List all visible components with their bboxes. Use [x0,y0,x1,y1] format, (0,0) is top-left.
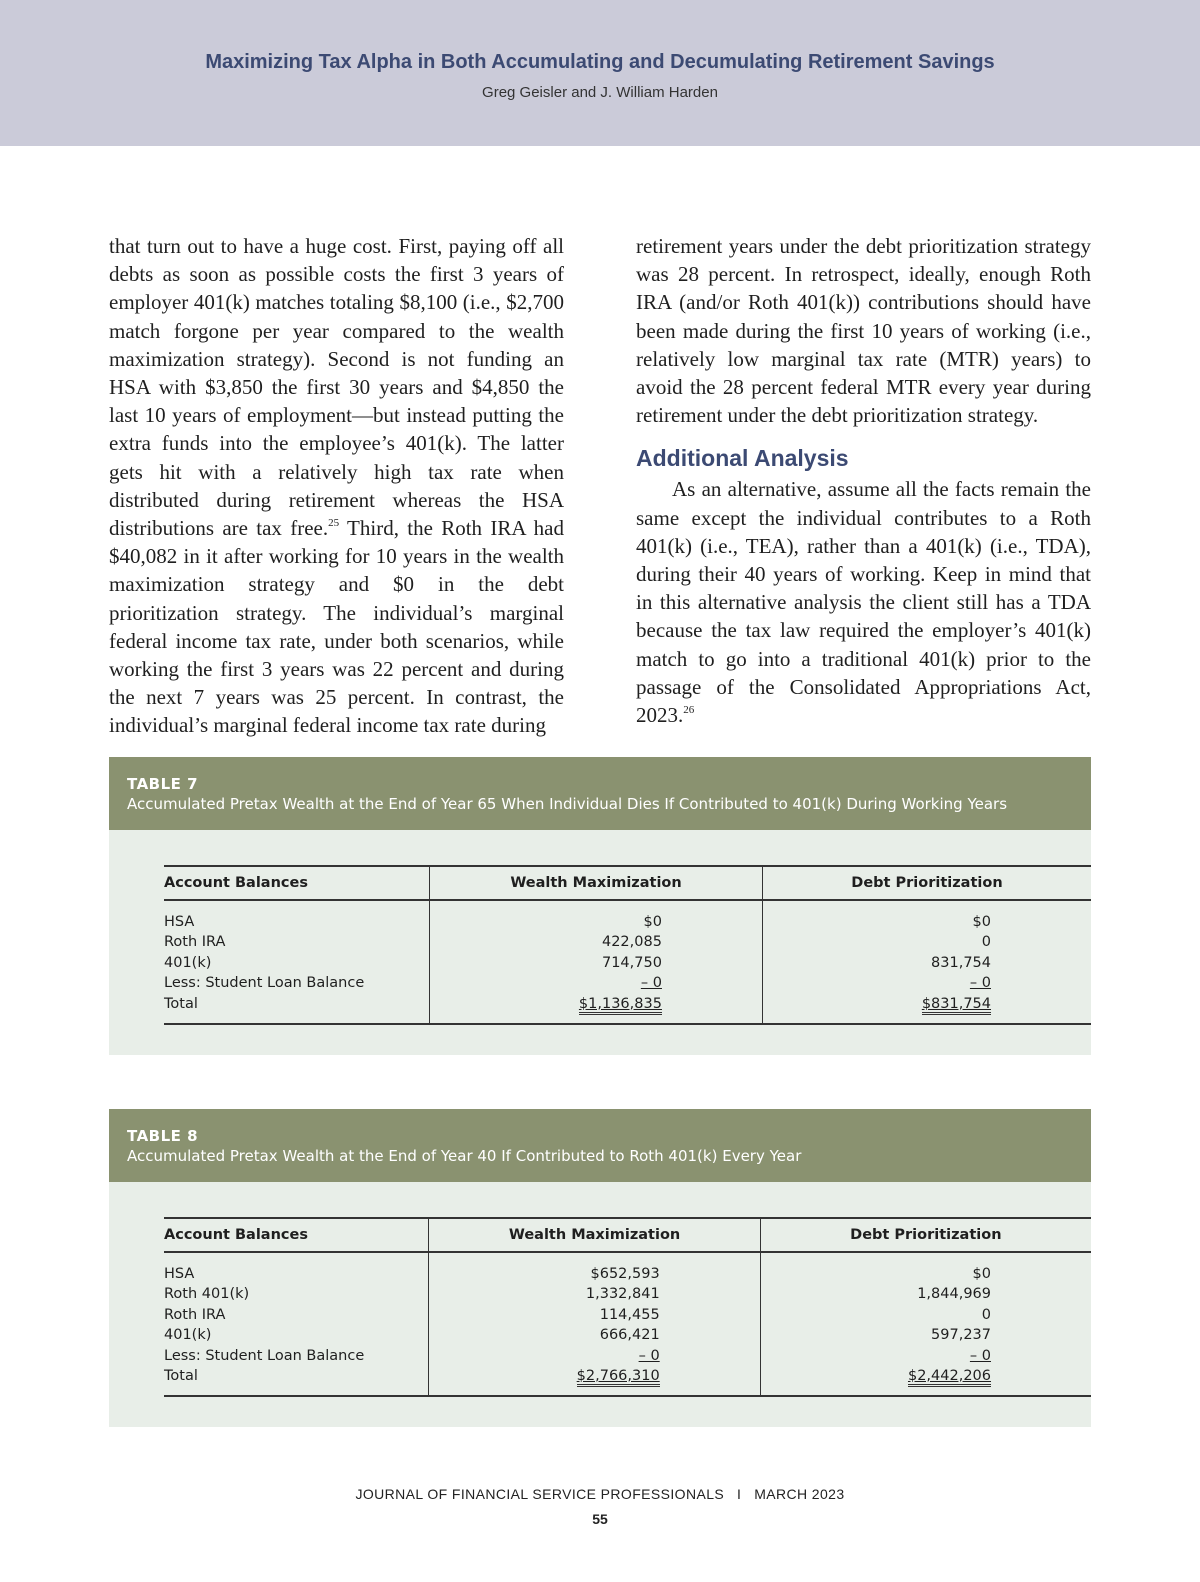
footer-separator: I [737,1486,742,1502]
right-column [636,232,1091,729]
right-paragraph: retirement years under the debt prioritization strategy was 28 percent. In retrospect, ideally, enough Roth IRA (and/or Roth 401(k)) contributions should have been made during the first 10 years of working (i.e., relatively low marginal tax rate (MTR) years) to avoid the 28 percent federal MTR every year during retirement under the debt prioritization strategy. [636,234,1091,428]
table-8-label: TABLE 8 [127,1127,199,1145]
footnote-ref-25[interactable]: 25 [328,517,340,530]
total-cell: $1,136,835 [430,994,662,1015]
row-label: Total [164,995,198,1012]
left-paragraph [109,232,564,740]
row-label: 401(k) [164,954,212,971]
value-cell: 666,421 [599,1327,660,1344]
table-7-caption: Accumulated Pretax Wealth at the End of Year 65 When Individual Dies If Contributed to 401(k) During Working Years [127,795,1008,813]
total-cell: $831,754 [763,994,991,1015]
column-header-debt-prioritization: Debt Prioritization [762,866,1091,900]
row-label: Roth 401(k) [164,1286,250,1303]
value-cell: – 0 [969,975,991,992]
row-label: Roth IRA [164,1306,226,1323]
value-cell: 831,754 [931,954,991,971]
value-cell: $0 [972,1266,991,1282]
debt-values [760,1252,1091,1396]
value-cell: 1,844,969 [917,1286,991,1303]
value-cell: – 0 [969,1347,991,1364]
page-number: 55 [592,1511,608,1527]
row-label: Less: Student Loan Balance [164,1347,365,1364]
column-header-wealth-maximization: Wealth Maximization [429,1218,760,1252]
row-label: 401(k) [164,1327,212,1344]
value-cell: – 0 [638,1347,660,1364]
section-paragraph-text: As an alternative, assume all the facts remain the same except the individual contributes to a Roth 401(k) (i.e., TEA), rather than a 401(k) (i.e., TDA), during their 40 years of working. Keep in mind that in this alternative analysis the client still has a TDA because the tax law required the employer’s 401(k) match to go into a traditional 401(k) prior to the passage of the Consolidated Appropriations Act, 2023. [636,477,1091,728]
value-cell: – 0 [640,975,662,992]
value-cell: 597,237 [931,1327,991,1344]
footnote-ref-26[interactable]: 26 [683,704,695,717]
article-title: Maximizing Tax Alpha in Both Accumulating and Decumulating Retirement Savings [205,51,995,73]
value-cell: 0 [981,1306,991,1323]
section-heading: Additional Analysis [636,445,849,472]
table-7 [109,757,1091,1055]
value-cell: 0 [981,934,991,951]
table-7-grid [164,865,1091,1025]
row-label: Total [164,1368,198,1385]
issue-date: MARCH 2023 [754,1486,845,1502]
value-cell: 1,332,841 [585,1286,660,1303]
row-label: HSA [164,914,195,930]
section-paragraph [636,475,1091,729]
total-cell: $2,442,206 [761,1366,991,1387]
table-8 [109,1109,1091,1427]
total-cell: $2,766,310 [429,1366,659,1387]
wealth-values [430,900,763,1024]
journal-name: JOURNAL OF FINANCIAL SERVICE PROFESSIONALS [355,1486,725,1502]
value-cell: $0 [643,914,662,930]
column-header-account-balances: Account Balances [164,866,430,900]
row-label: Roth IRA [164,934,226,951]
column-header-wealth-maximization: Wealth Maximization [430,866,763,900]
value-cell: 714,750 [601,954,662,971]
row-labels [164,1252,429,1396]
left-paragraph-text: that turn out to have a huge cost. First, paying off all debts as soon as possible costs the first 3 years of employer 401(k) matches totaling $8,100 (i.e., $2,700 match forgone per year compared to the wealth maximization strategy). Second is not funding an HSA with $3,850 the first 30 years and $4,850 the last 10 years of employment—but instead putting the extra funds into the employee’s 401(k). The latter gets hit with a relatively high tax rate when distributed during retirement whereas the HSA distributions are tax free. [109,234,564,541]
article-authors: Greg Geisler and J. William Harden [482,84,718,101]
row-label: HSA [164,1266,195,1282]
table-8-caption: Accumulated Pretax Wealth at the End of Year 40 If Contributed to Roth 401(k) Every Year [127,1147,802,1165]
value-cell: 422,085 [601,934,662,951]
column-header-debt-prioritization: Debt Prioritization [760,1218,1091,1252]
left-column [109,232,564,740]
table-7-header [109,757,1091,830]
table-7-label: TABLE 7 [127,775,199,793]
row-labels [164,900,430,1024]
value-cell: $0 [972,914,991,930]
value-cell: 114,455 [599,1306,660,1323]
debt-values [762,900,1091,1024]
wealth-values [429,1252,760,1396]
left-paragraph-text-cont: Third, the Roth IRA had $40,082 in it after working for 10 years in the wealth maximization strategy and $0 in the debt prioritization strategy. The individual’s marginal federal income tax rate, under both scenarios, while working the first 3 years was 22 percent and during the next 7 years was 25 percent. In contrast, the individual’s marginal federal income tax rate during [109,516,565,738]
row-label: Less: Student Loan Balance [164,975,365,992]
footer-journal [0,1486,1200,1502]
table-8-grid [164,1217,1091,1397]
column-header-account-balances: Account Balances [164,1218,429,1252]
value-cell: $652,593 [590,1266,660,1282]
table-8-header [109,1109,1091,1182]
